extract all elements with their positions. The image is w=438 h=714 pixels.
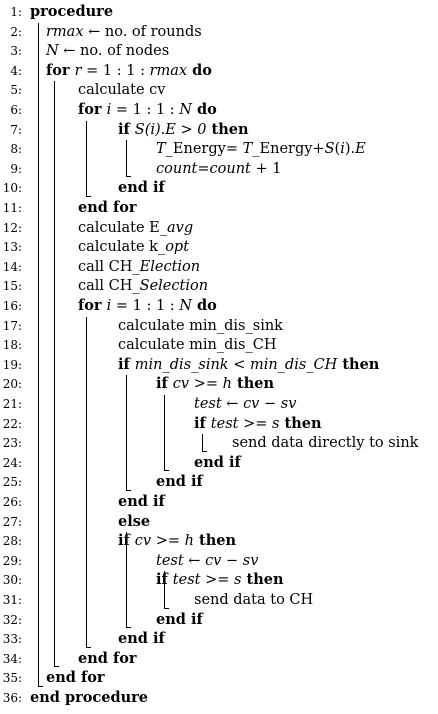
- line-code: [78, 100, 217, 120]
- code-token: cv: [205, 552, 222, 569]
- code-token: min_dis_sink < min_dis_CH: [134, 356, 338, 373]
- algorithm-line: [0, 551, 438, 571]
- line-number: 25:: [2, 475, 22, 490]
- algorithm-line: [0, 2, 438, 22]
- code-token: send data to CH: [194, 592, 314, 608]
- algorithm-line: [0, 629, 438, 649]
- code-token: end if: [118, 493, 165, 510]
- algorithm-line: [0, 394, 438, 414]
- line-number: 28:: [2, 534, 22, 549]
- line-code: [78, 276, 208, 296]
- code-token: N: [179, 102, 192, 118]
- code-token: T: [156, 141, 166, 158]
- code-token: _Energy=: [165, 141, 243, 158]
- line-number: 17:: [2, 318, 22, 333]
- line-code: [156, 374, 274, 394]
- code-token: if: [156, 571, 173, 589]
- code-token: if: [156, 375, 173, 393]
- code-token: _Energy+: [252, 141, 325, 158]
- code-token: S: [324, 141, 335, 158]
- algorithm-line: [0, 355, 438, 375]
- line-number: 22:: [2, 416, 22, 431]
- algorithm-line: [0, 472, 438, 492]
- line-code: [194, 453, 241, 473]
- line-number: 31:: [2, 593, 22, 607]
- line-number: 29:: [2, 553, 22, 568]
- line-number: 5:: [10, 83, 22, 98]
- line-code: [78, 198, 137, 218]
- line-code: [30, 688, 148, 708]
- code-token: N: [179, 298, 192, 314]
- code-token: >=: [189, 376, 223, 393]
- code-token: i: [106, 102, 112, 118]
- line-code: [118, 531, 236, 551]
- line-code: [118, 629, 165, 649]
- code-token: >=: [151, 533, 185, 550]
- code-token: end for: [46, 669, 105, 687]
- code-token: do: [191, 101, 217, 118]
- algorithm-line: [0, 80, 438, 100]
- line-number: 18:: [2, 338, 22, 353]
- algorithm-line: [0, 218, 438, 238]
- code-token: end if: [118, 630, 165, 648]
- line-code: [46, 41, 169, 61]
- code-token: test: [156, 552, 184, 569]
- algorithm-line: [0, 316, 438, 336]
- code-token: calculate k_: [78, 239, 166, 256]
- line-number: 20:: [2, 377, 22, 392]
- line-number: 30:: [2, 573, 22, 588]
- code-token: sv: [280, 396, 297, 412]
- code-token: end for: [78, 649, 137, 667]
- code-token: >=: [200, 572, 235, 589]
- line-code: [194, 590, 313, 610]
- code-token: + 1: [250, 160, 282, 177]
- line-number: 15:: [2, 279, 22, 294]
- block-rule-foot: [86, 647, 91, 648]
- block-rule-foot: [164, 470, 169, 471]
- algorithm-line: [0, 414, 438, 434]
- code-token: r: [74, 62, 82, 79]
- algorithm-line: [0, 237, 438, 257]
- line-number: 2:: [10, 24, 22, 39]
- code-token: ).: [344, 141, 356, 158]
- code-token: ←: [221, 396, 244, 412]
- line-code: [78, 218, 193, 238]
- line-code: [118, 120, 249, 140]
- algorithm-line: [0, 374, 438, 394]
- algorithm-line: [0, 649, 438, 669]
- block-rule: [54, 81, 55, 666]
- algorithm-line: [0, 610, 438, 630]
- code-token: s: [234, 572, 242, 589]
- code-token: i: [340, 141, 345, 158]
- algorithm-line: [0, 296, 438, 316]
- code-token: rmax: [149, 62, 188, 79]
- code-token: opt: [165, 239, 190, 256]
- algorithm-line: [0, 590, 438, 610]
- block-rule-foot: [86, 196, 91, 197]
- line-code: [78, 237, 189, 257]
- line-code: [194, 394, 296, 414]
- line-number: 8:: [10, 142, 22, 157]
- code-token: then: [241, 571, 284, 589]
- line-number: 7:: [10, 122, 22, 137]
- algorithm-line: [0, 22, 438, 42]
- code-token: end if: [118, 179, 165, 197]
- line-code: [118, 316, 283, 336]
- line-number: 23:: [2, 436, 22, 451]
- block-rule: [38, 23, 39, 686]
- line-code: [156, 610, 203, 630]
- line-number: 11:: [2, 201, 22, 215]
- line-code: [118, 355, 379, 375]
- code-token: = 1 : 1 :: [111, 298, 180, 314]
- line-code: [156, 551, 258, 571]
- code-token: call CH_: [78, 258, 140, 275]
- algorithm-line: [0, 688, 438, 708]
- code-token: then: [206, 120, 249, 138]
- algorithm-line: [0, 257, 438, 277]
- code-token: if: [194, 414, 211, 432]
- code-token: do: [187, 61, 212, 79]
- code-token: >=: [238, 415, 273, 432]
- code-token: T: [242, 141, 253, 158]
- algorithm-line: [0, 139, 438, 159]
- block-rule: [86, 317, 87, 647]
- algorithm-line: [0, 41, 438, 61]
- code-token: else: [118, 512, 151, 530]
- line-code: [232, 433, 418, 453]
- line-code: [118, 512, 150, 532]
- block-rule-foot: [164, 608, 169, 609]
- code-token: do: [191, 297, 217, 314]
- algorithm-line: [0, 198, 438, 218]
- line-number: 3:: [10, 44, 22, 59]
- line-number: 33:: [2, 632, 22, 647]
- block-rule: [126, 140, 127, 176]
- line-code: [46, 22, 202, 42]
- code-token: ←: [183, 552, 206, 569]
- line-code: [194, 414, 322, 434]
- algorithm-line: [0, 570, 438, 590]
- code-token: calculate min_dis_sink: [118, 317, 283, 334]
- line-number: 19:: [2, 357, 22, 372]
- code-token: count: [209, 160, 251, 177]
- line-code: [156, 159, 281, 179]
- code-token: end procedure: [30, 689, 149, 706]
- code-token: for: [78, 101, 107, 118]
- line-number: 4:: [10, 63, 22, 78]
- line-number: 12:: [2, 220, 22, 235]
- code-token: S(i).E > 0: [134, 121, 207, 138]
- block-rule: [86, 121, 87, 196]
- code-token: end if: [194, 453, 241, 471]
- block-rule-foot: [126, 627, 131, 628]
- algorithm-line: [0, 433, 438, 453]
- code-token: Election: [139, 258, 201, 275]
- line-number: 16:: [2, 299, 22, 313]
- code-token: count: [156, 160, 198, 177]
- code-token: = 1 : 1 :: [111, 102, 180, 118]
- line-number: 1:: [10, 5, 22, 19]
- line-number: 13:: [2, 240, 22, 255]
- line-code: [30, 2, 113, 22]
- code-token: h: [184, 533, 194, 550]
- code-token: then: [231, 375, 275, 393]
- code-token: (: [334, 141, 341, 158]
- algorithm-line: [0, 668, 438, 688]
- code-token: Selection: [139, 278, 209, 295]
- code-token: −: [259, 396, 281, 412]
- code-token: test: [210, 415, 239, 432]
- code-token: cv: [172, 376, 190, 393]
- code-token: then: [193, 532, 237, 550]
- line-number: 32:: [2, 612, 22, 627]
- code-token: −: [221, 552, 243, 569]
- algorithm-line: [0, 492, 438, 512]
- code-token: ← no. of rounds: [83, 23, 202, 40]
- code-token: for: [78, 297, 107, 314]
- code-token: E: [355, 141, 366, 158]
- line-code: [118, 335, 277, 355]
- code-token: =: [197, 160, 210, 177]
- block-rule-foot: [54, 666, 59, 667]
- code-token: cv: [243, 396, 260, 412]
- code-token: = 1 : 1 :: [81, 62, 150, 79]
- line-code: [46, 61, 212, 81]
- code-token: ← no. of nodes: [58, 43, 170, 60]
- block-rule: [202, 434, 203, 451]
- code-token: test: [172, 572, 201, 589]
- algorithm-line: [0, 276, 438, 296]
- block-rule: [126, 532, 127, 627]
- code-token: calculate min_dis_CH: [118, 337, 277, 354]
- line-number: 21:: [2, 397, 22, 411]
- code-token: rmax: [46, 23, 84, 40]
- algorithm-line: [0, 453, 438, 473]
- line-code: [46, 668, 105, 688]
- code-token: N: [46, 43, 59, 60]
- line-code: [78, 649, 137, 669]
- algorithm-line: [0, 100, 438, 120]
- code-token: end for: [78, 199, 137, 216]
- line-code: [156, 472, 203, 492]
- code-token: calculate E_: [78, 219, 167, 236]
- code-token: h: [222, 376, 232, 393]
- code-token: then: [337, 355, 380, 373]
- algorithm-line: [0, 531, 438, 551]
- line-code: [78, 296, 217, 316]
- line-code: [78, 80, 165, 100]
- code-token: procedure: [30, 3, 114, 20]
- line-number: 35:: [2, 671, 22, 686]
- code-token: s: [272, 415, 280, 432]
- algorithm-line: [0, 120, 438, 140]
- block-rule-foot: [202, 451, 207, 452]
- code-token: cv: [134, 533, 152, 550]
- block-rule-foot: [126, 176, 131, 177]
- line-number: 6:: [10, 103, 22, 117]
- code-token: calculate cv: [78, 82, 166, 99]
- algorithm-line: [0, 61, 438, 81]
- code-token: end if: [156, 610, 203, 628]
- code-token: if: [118, 532, 135, 550]
- line-number: 9:: [10, 161, 22, 176]
- algorithm-line: [0, 178, 438, 198]
- code-token: avg: [167, 219, 194, 236]
- code-token: if: [118, 355, 135, 373]
- block-rule: [164, 395, 165, 470]
- line-number: 24:: [2, 455, 22, 470]
- block-rule-foot: [38, 686, 43, 687]
- line-code: [156, 570, 284, 590]
- code-token: test: [194, 396, 222, 412]
- block-rule-foot: [126, 490, 131, 491]
- line-code: [118, 178, 165, 198]
- line-number: 26:: [2, 495, 22, 509]
- algorithm-line: [0, 512, 438, 532]
- line-code: [156, 139, 366, 159]
- line-code: [78, 257, 200, 277]
- code-token: call CH_: [78, 278, 140, 295]
- code-token: then: [279, 414, 322, 432]
- line-number: 27:: [2, 514, 22, 529]
- algorithm-line: [0, 159, 438, 179]
- block-rule: [126, 375, 127, 490]
- line-number: 10:: [2, 181, 22, 196]
- line-number: 36:: [2, 691, 22, 705]
- code-token: end if: [156, 473, 203, 491]
- line-code: [118, 492, 165, 512]
- code-token: sv: [242, 552, 259, 569]
- line-number: 14:: [2, 259, 22, 274]
- code-token: for: [46, 61, 75, 79]
- code-token: i: [106, 298, 112, 314]
- code-token: if: [118, 120, 135, 138]
- line-number: 34:: [2, 651, 22, 666]
- algorithm-line: [0, 335, 438, 355]
- block-rule: [164, 571, 165, 607]
- code-token: send data directly to sink: [232, 435, 419, 452]
